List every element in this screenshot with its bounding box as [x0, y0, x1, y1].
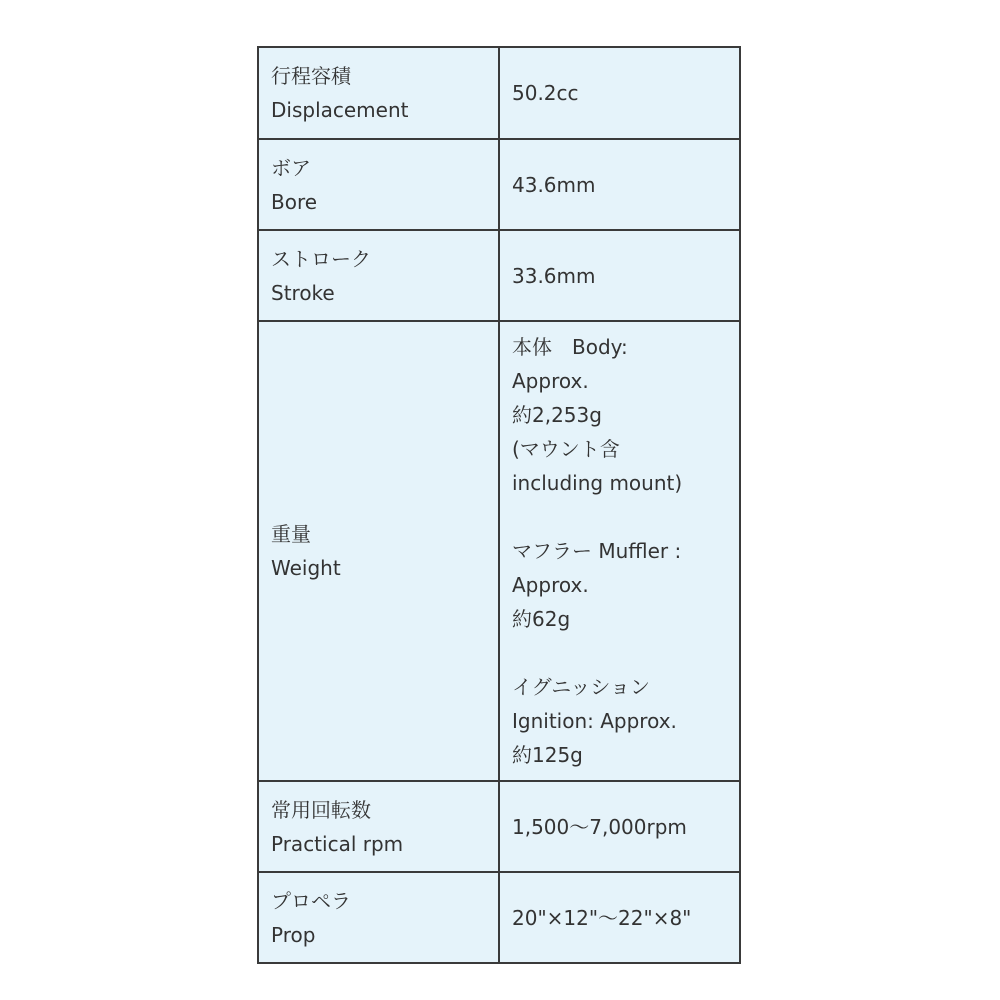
value-cell: [499, 230, 740, 321]
label-en: Bore: [271, 189, 318, 214]
table-row-practical-rpm: [258, 781, 740, 872]
value-cell: [499, 47, 740, 139]
table-row-prop: [258, 872, 740, 963]
weight-ignition-block: [512, 670, 739, 772]
value-cell: [499, 139, 740, 230]
weight-muffler-block: [512, 534, 739, 636]
table-row-weight: [258, 321, 740, 781]
label-cell: [258, 781, 499, 872]
value-cell: [499, 321, 740, 781]
value-text: 50.2cc: [512, 81, 579, 105]
weight-line: Approx.: [512, 369, 589, 393]
label-en: Prop: [271, 922, 316, 947]
label-en: Weight: [271, 556, 341, 580]
value-cell: [499, 781, 740, 872]
label-cell: [258, 230, 499, 321]
table-row-bore: [258, 139, 740, 230]
label-cell: [258, 872, 499, 963]
weight-line: (マウント含: [512, 437, 620, 461]
weight-line: イグニッション: [512, 675, 650, 699]
label-jp: 重量: [271, 522, 311, 546]
weight-line: 約125g: [512, 743, 583, 767]
weight-line: Ignition: Approx.: [512, 709, 677, 733]
label-jp: ストローク: [271, 246, 371, 271]
weight-line: マフラー Muffler :: [512, 539, 682, 563]
value-text: 1,500～7,000rpm: [512, 814, 687, 839]
label-en: Stroke: [271, 280, 335, 305]
label-cell: [258, 139, 499, 230]
label-jp: プロペラ: [271, 888, 351, 913]
label-cell: [258, 47, 499, 139]
table-row-displacement: [258, 47, 740, 139]
value-text: 33.6mm: [512, 263, 596, 288]
value-cell: [499, 872, 740, 963]
label-jp: 常用回転数: [271, 797, 371, 822]
weight-line: Approx.: [512, 573, 589, 597]
value-text: 20"×12"～22"×8": [512, 905, 692, 930]
label-cell: [258, 321, 499, 781]
weight-line: 約2,253g: [512, 403, 602, 427]
table-row-stroke: [258, 230, 740, 321]
weight-line: 約62g: [512, 607, 571, 631]
weight-body-block: [512, 330, 739, 500]
label-jp: 行程容積: [271, 64, 351, 88]
spec-table: [257, 46, 741, 964]
value-text: 43.6mm: [512, 172, 596, 197]
label-en: Displacement: [271, 98, 409, 122]
label-jp: ボア: [271, 155, 311, 180]
label-en: Practical rpm: [271, 831, 404, 856]
weight-line: including mount): [512, 471, 683, 495]
weight-line: 本体 Body:: [512, 335, 628, 359]
